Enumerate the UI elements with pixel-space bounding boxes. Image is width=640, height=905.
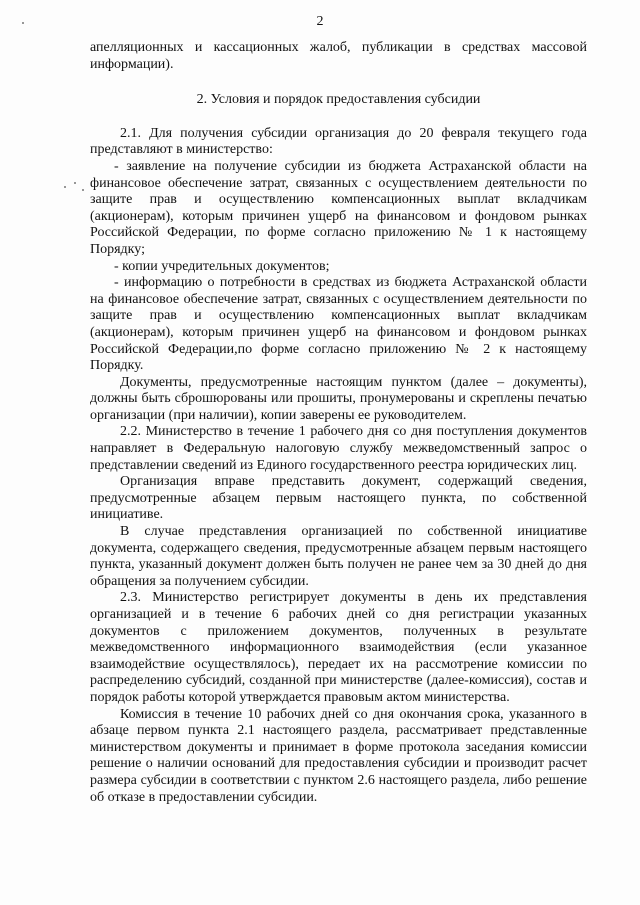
paragraph-continuation: апелляционных и кассационных жалоб, публикации в средствах массовой информации).: [90, 40, 587, 72]
section-heading: 2. Условия и порядок предоставления субсидии: [196, 92, 481, 108]
scan-speck: [64, 186, 66, 188]
paragraph-2-1: 2.1. Для получения субсидии организация до 20 февраля текущего года представляют в министерство:: [90, 125, 587, 158]
paragraph-commission: Комиссия в течение 10 рабочих дней со дня окончания срока, указанного в абзаце первом пункта 2.1 настоящего раздела, рассматривает представленные министерством документы и принимает в форме протокола заседания комиссии решение о наличии оснований для предоставления субсидии и производит расчет размера субсидии в соответствии с пунктом 2.6 настоящего раздела, либо решение об отказе в предоставлении субсидии.: [90, 706, 587, 805]
paragraph-document-deadline: В случае представления организацией по собственной инициативе документа, содержащего сведения, предусмотренные абзацем первым настоящего пункта, указанный документ должен быть получен не ранее чем за 30 дней до дня обращения за получением субсидии.: [90, 524, 587, 589]
list-item-charter-copies: - копии учредительных документов;: [114, 258, 330, 274]
document-body: [90, 40, 587, 806]
page-number: 2: [316, 14, 324, 29]
paragraph-2-3: 2.3. Министерство регистрирует документы в день их представления организацией и в течение 6 рабочих дней со дня регистрации указанных документов с приложением документов, полученных в результате межведомственного информационного взаимодействия (если указанное взаимодействие осуществлялось), передает их на рассмотрение комиссии по распределению субсидий, созданной при министерстве (далее-комиссия), состав и порядок работы которой утверждается правовым актом министерства.: [90, 590, 587, 705]
paragraph-2-2: 2.2. Министерство в течение 1 рабочего дня со дня поступления документов направляет в Федеральную налоговую службу межведомственный запрос о представлении сведений из Единого государственного реестра юридических лиц.: [90, 424, 587, 473]
scan-speck: [74, 182, 76, 184]
paragraph-documents: Документы, предусмотренные настоящим пунктом (далее – документы), должны быть сброшюрованы или прошиты, пронумерованы и скреплены печатью организации (при наличии), копии заверены ее руководителем.: [90, 374, 587, 423]
list-item-application: - заявление на получение субсидии из бюджета Астраханской области на финансовое обеспечение затрат, связанных с осуществлением деятельности по защите прав и осуществлению компенсационных выплат вкладчикам (акционерам), которым причинен ущерб на финансовом и фондовом рынках Российской Федерации, по форме согласно приложению № 1 к настоящему Порядку;: [90, 158, 587, 257]
scan-speck: [82, 189, 84, 191]
paragraph-own-initiative: Организация вправе представить документ, содержащий сведения, предусмотренные абзацем первым настоящего пункта, по собственной инициативе.: [90, 474, 587, 523]
scan-speck: [22, 22, 24, 24]
list-item-funding-need: - информацию о потребности в средствах из бюджета Астраханской области на финансовое обеспечение затрат, связанных с осуществлением деятельности по защите прав и осуществлению компенсационных выплат вкладчикам (акционерам), которым причинен ущерб на финансовом и фондовом рынках Российской Федерации,по форме согласно приложению № 2 к настоящему Порядку.: [90, 275, 587, 374]
